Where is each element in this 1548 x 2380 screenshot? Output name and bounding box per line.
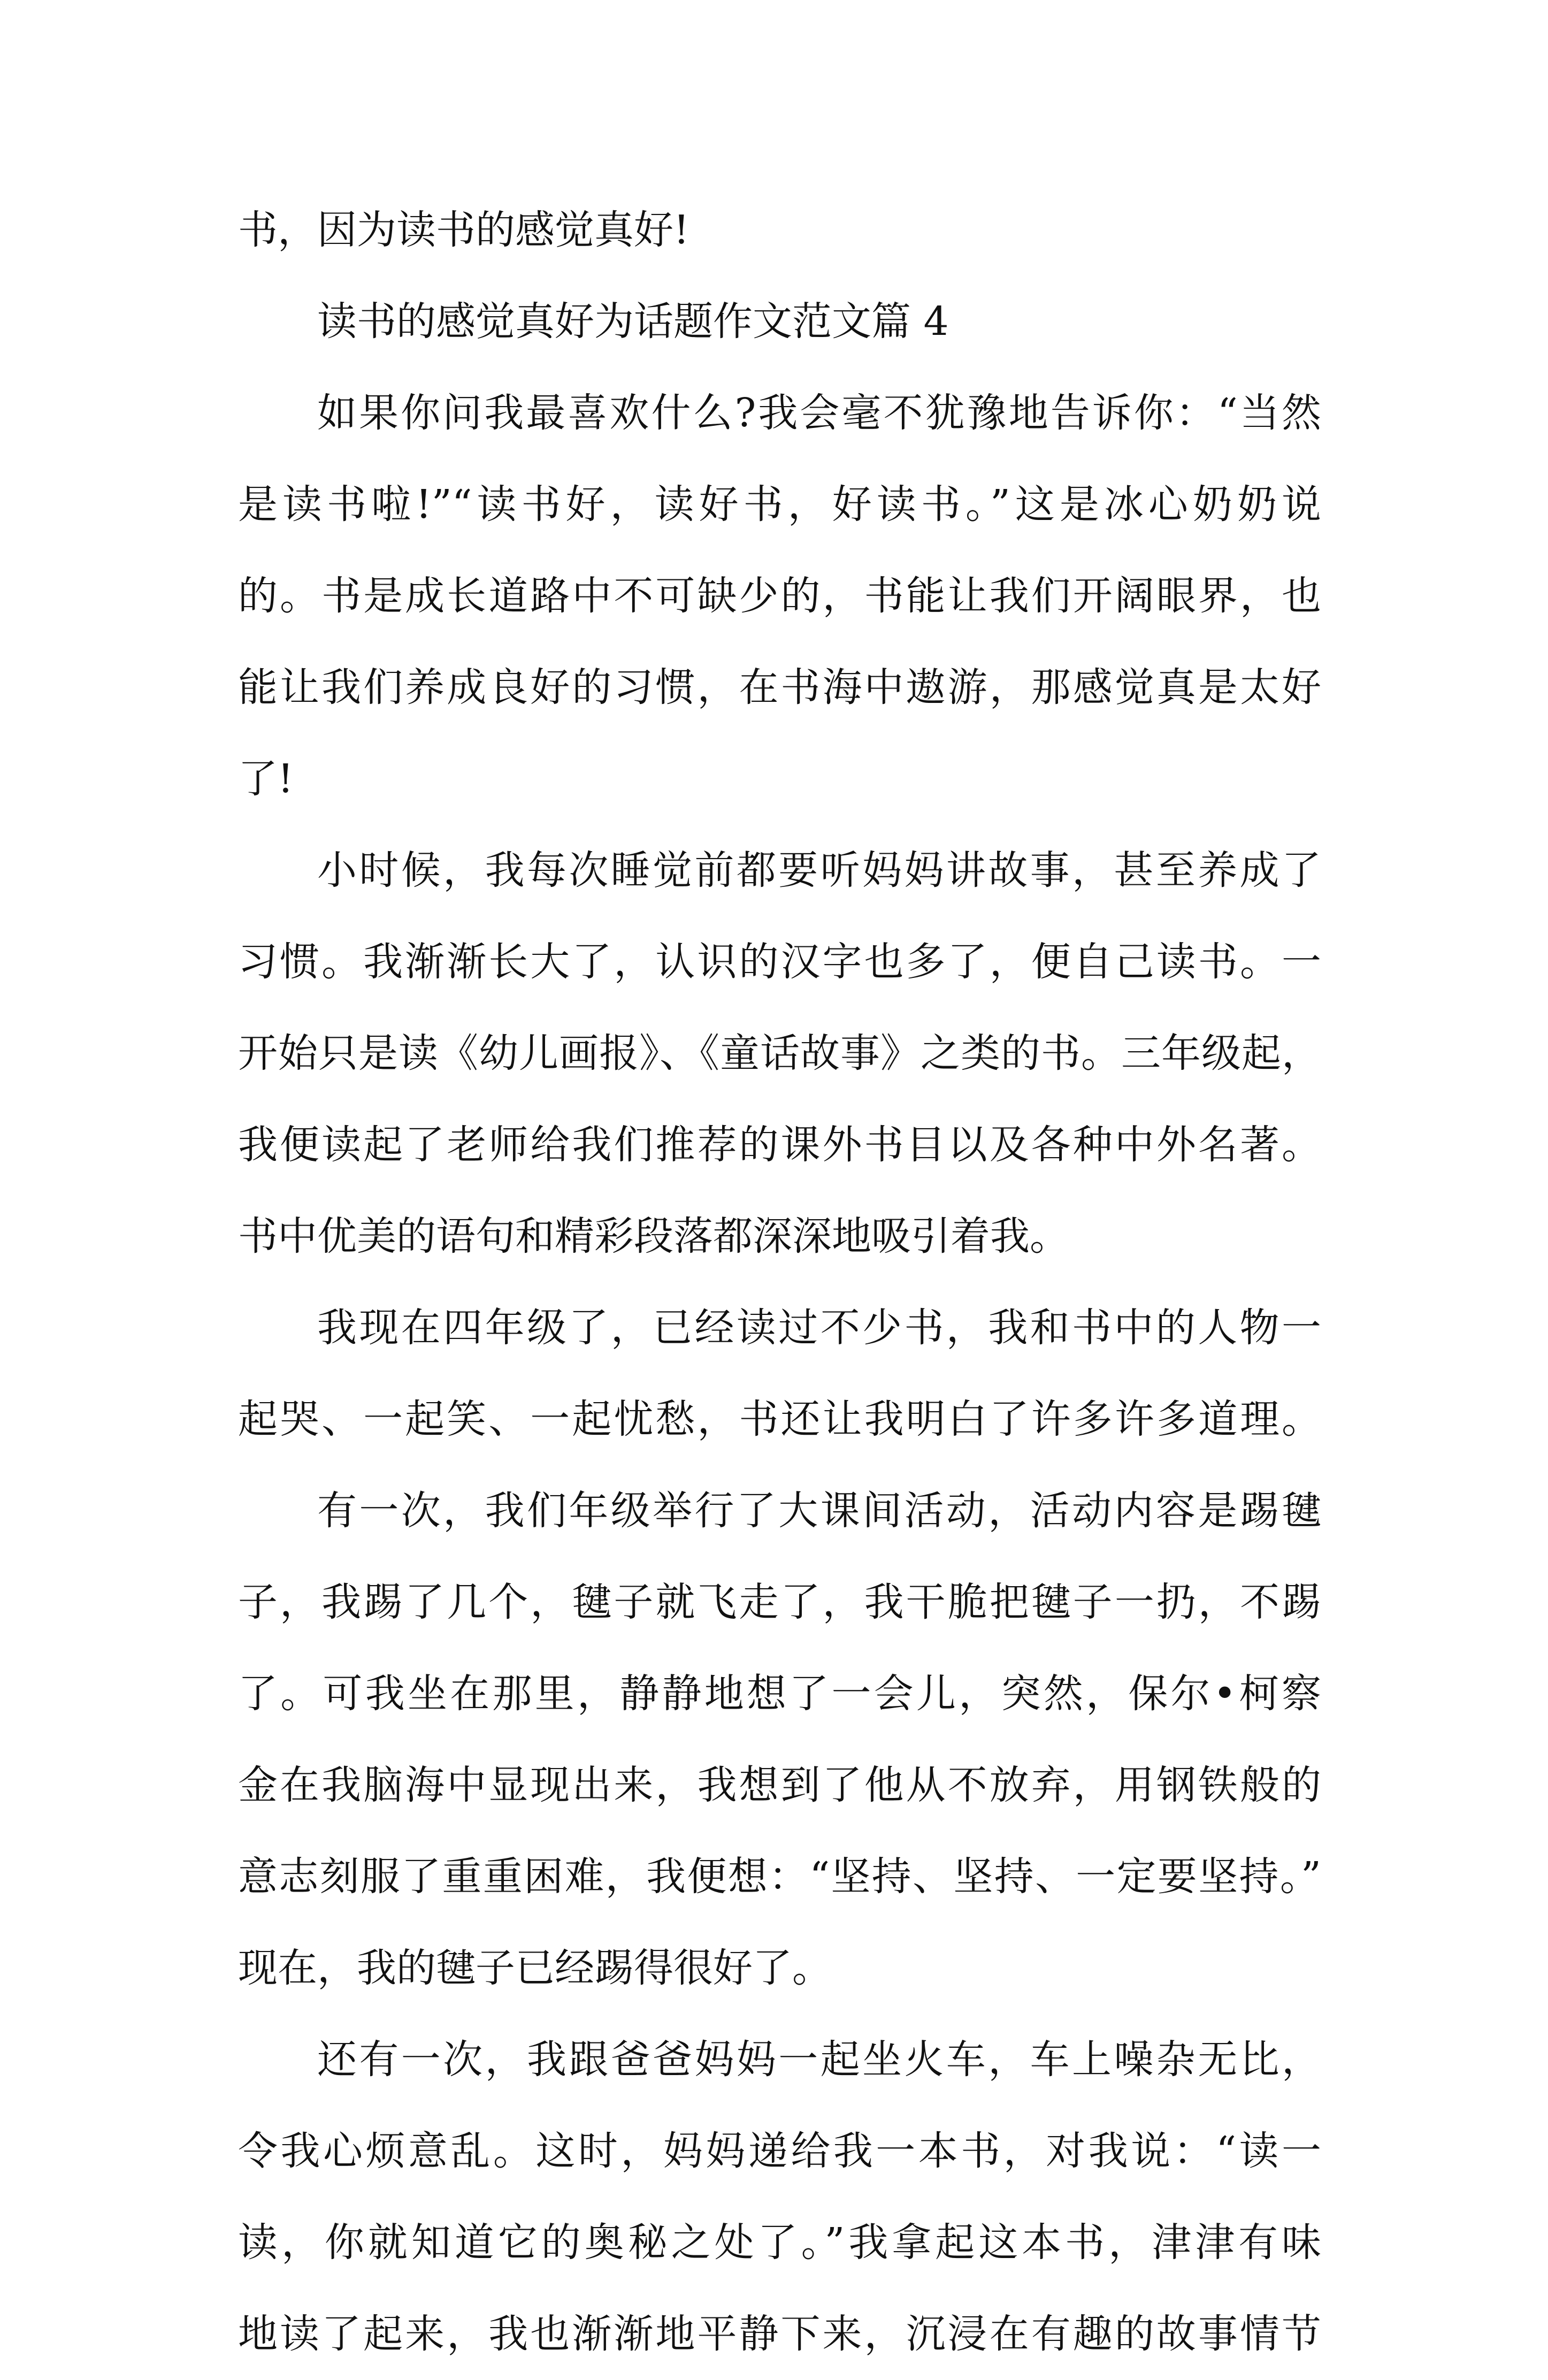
text-line: 了。可我坐在那里，静静地想了一会儿，突然，保尔•柯察 [238,1671,1321,1717]
text-line: 了! [238,756,294,802]
text-line: 现在，我的毽子已经踢得很好了。 [238,1945,832,1991]
text-line: 我便读起了老师给我们推荐的课外书目以及各种中外名著。 [238,1122,1321,1168]
text-line: 子，我踢了几个，毽子就飞走了，我干脆把毽子一扔，不踢 [238,1579,1321,1625]
text-line: 能让我们养成良好的习惯，在书海中遨游，那感觉真是太好 [238,664,1321,710]
text-line: 起哭、一起笑、一起忧愁，书还让我明白了许多许多道理。 [238,1396,1321,1442]
text-line: 是读书啦!”“读书好，读好书，好读书。”这是冰心奶奶说 [238,481,1321,527]
text-line: 还有一次，我跟爸爸妈妈一起坐火车，车上噪杂无比， [317,2037,1321,2083]
text-line: 地读了起来，我也渐渐地平静下来，沉浸在有趣的故事情节 [238,2311,1321,2357]
text-line: 读，你就知道它的奥秘之处了。”我拿起这本书，津津有味 [238,2220,1321,2266]
text-line: 如果你问我最喜欢什么?我会毫不犹豫地告诉你：“当然 [317,390,1321,436]
essay-body [238,185,1321,2380]
text-line: 开始只是读《幼儿画报》、《童话故事》之类的书。三年级起， [238,1030,1321,1076]
text-line: 令我心烦意乱。这时，妈妈递给我一本书，对我说：“读一 [238,2128,1321,2174]
text-line: 意志刻服了重重困难，我便想：“坚持、坚持、一定要坚持。” [238,1854,1321,1900]
text-line: 习惯。我渐渐长大了，认识的汉字也多了，便自己读书。一 [238,939,1321,985]
text-line: 金在我脑海中显现出来，我想到了他从不放弃，用钢铁般的 [238,1762,1321,1808]
text-line: 有一次，我们年级举行了大课间活动，活动内容是踢毽 [317,1488,1321,1534]
text-line: 的。书是成长道路中不可缺少的，书能让我们开阔眼界，也 [238,573,1321,619]
section-heading: 读书的感觉真好为话题作文范文篇 4 [317,299,949,345]
text-line: 书中优美的语句和精彩段落都深深地吸引着我。 [238,1213,1069,1259]
text-line: 我现在四年级了，已经读过不少书，我和书中的人物一 [317,1305,1321,1351]
text-line: 书，因为读书的感觉真好! [238,207,689,253]
text-line: 小时候，我每次睡觉前都要听妈妈讲故事，甚至养成了 [317,847,1321,893]
